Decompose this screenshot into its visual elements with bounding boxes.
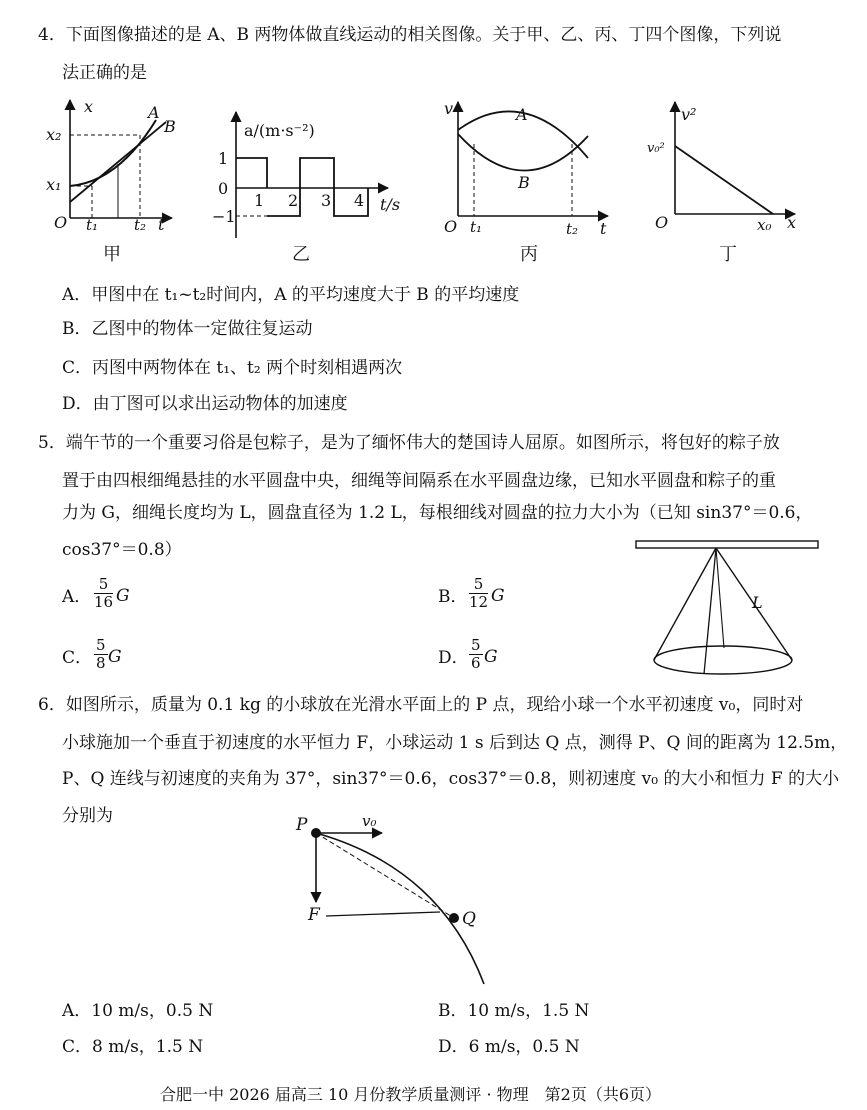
bing-curve-b xyxy=(458,134,588,171)
q4-option-c[interactable]: C．丙图中两物体在 t₁、t₂ 两个时刻相遇两次 xyxy=(62,358,403,378)
q6-v0-label: v₀ xyxy=(362,812,377,830)
q5-option-b[interactable] xyxy=(438,586,468,608)
q5-a-fraction xyxy=(94,576,113,611)
yi-y-label: a/(m·s⁻²) xyxy=(244,121,315,140)
page-footer: 合肥一中 2026 届高三 10 月份教学质量测评 · 物理 第2页（共6页） xyxy=(160,1085,662,1104)
q5-a-num: 5 xyxy=(94,576,113,594)
q6-line1: 6．如图所示，质量为 0.1 kg 的小球放在光滑水平面上的 P 点，现给小球一个水平初速度 v₀，同时对 xyxy=(38,695,804,715)
q4-option-b[interactable]: B．乙图中的物体一定做往复运动 xyxy=(62,319,313,339)
ding-caption: 丁 xyxy=(719,244,737,265)
q6-figure-trajectory xyxy=(290,808,510,988)
bing-b-label: B xyxy=(518,173,530,192)
ding-origin-label: O xyxy=(655,213,669,232)
bing-caption: 丙 xyxy=(520,244,538,265)
jia-a-label: A xyxy=(148,103,160,122)
q6-point-q xyxy=(449,913,459,923)
q5-b-unit: G xyxy=(491,586,505,606)
q5-d-letter: D． xyxy=(438,648,469,668)
bing-t2-label: t₂ xyxy=(566,220,579,238)
ding-x0-label: x₀ xyxy=(757,216,772,234)
q5-l-label: L xyxy=(752,593,763,612)
q5-b-den: 12 xyxy=(469,593,489,611)
yi-caption: 乙 xyxy=(292,244,310,265)
q6-option-a[interactable]: A．10 m/s，0.5 N xyxy=(62,1001,214,1021)
bing-a-label: A xyxy=(516,105,528,124)
q6-p-label: P xyxy=(296,815,308,835)
q6-trajectory xyxy=(316,833,484,984)
jia-t2-label: t₂ xyxy=(134,216,147,234)
yi-tick-2: 2 xyxy=(288,191,299,210)
jia-x1-label: x₁ xyxy=(46,175,62,194)
q6-option-c[interactable]: C．8 m/s，1.5 N xyxy=(62,1037,204,1057)
q6-line2: 小球施加一个垂直于初速度的水平恒力 F，小球运动 1 s 后到达 Q 点，测得 P、Q 间的距离为 12.5m， xyxy=(62,733,848,753)
q6-horizontal-line xyxy=(326,912,440,916)
jia-t1-label: t₁ xyxy=(86,216,99,234)
q6-pq-dash xyxy=(316,833,454,918)
yi-x-label: t/s xyxy=(380,195,401,214)
q4-figure-jia xyxy=(48,98,178,268)
q5-ceiling-bar xyxy=(636,541,818,548)
ding-y-label: v² xyxy=(681,105,697,124)
yi-tick-3: 3 xyxy=(321,191,332,210)
q5-c-unit: G xyxy=(108,647,122,667)
q4-figure-bing xyxy=(440,96,615,268)
q5-figure-cone xyxy=(632,536,822,686)
q5-a-letter: A． xyxy=(62,587,92,607)
q4-stem-line2: 法正确的是 xyxy=(62,63,147,83)
q5-line4: cos37°＝0.8） xyxy=(62,540,182,560)
yi-tick-1: 1 xyxy=(254,191,265,210)
q6-line3: P、Q 连线与初速度的夹角为 37°，sin37°＝0.6，cos37°＝0.8，则初速度 v₀ 的大小和恒力 F 的大小 xyxy=(62,769,840,789)
q5-rope-back xyxy=(716,548,724,648)
q5-option-a[interactable] xyxy=(62,586,91,608)
yi-pos-label: 1 xyxy=(218,149,229,168)
jia-origin-label: O xyxy=(54,213,68,232)
q5-line2: 置于由四根细绳悬挂的水平圆盘中央，细绳等间隔系在水平圆盘边缘，已知水平圆盘和粽子的重 xyxy=(62,471,776,491)
ding-v0sq-label: v₀² xyxy=(647,141,665,156)
q4-stem-line1: 4．下面图像描述的是 A、B 两物体做直线运动的相关图像。关于甲、乙、丙、丁四个图像，下列说 xyxy=(38,25,782,45)
yi-zero-label: 0 xyxy=(218,179,229,198)
bing-t1-label: t₁ xyxy=(470,218,483,236)
q5-c-num: 5 xyxy=(96,636,106,654)
q5-d-den: 6 xyxy=(471,654,481,672)
jia-curve-a xyxy=(70,120,156,186)
q6-line4: 分别为 xyxy=(62,806,113,826)
q5-line1: 5．端午节的一个重要习俗是包粽子，是为了缅怀伟大的楚国诗人屈原。如图所示，将包好的粽子放 xyxy=(38,433,780,453)
q5-d-unit: G xyxy=(484,647,498,667)
bing-x-label: t xyxy=(600,219,607,238)
bing-y-label: v xyxy=(444,99,454,118)
yi-neg-label: −1 xyxy=(212,207,236,226)
q5-c-fraction xyxy=(94,637,108,672)
jia-y-label: x xyxy=(84,97,94,116)
q6-q-label: Q xyxy=(462,909,476,929)
yi-segs xyxy=(267,158,368,216)
q5-option-c[interactable] xyxy=(62,647,92,669)
jia-x2-label: x₂ xyxy=(46,125,62,144)
jia-x-label: t xyxy=(158,215,165,234)
q6-f-label: F xyxy=(308,905,320,925)
q5-d-num: 5 xyxy=(471,636,481,654)
ding-line xyxy=(675,146,773,214)
q5-b-letter: B． xyxy=(438,587,468,607)
q5-disc xyxy=(654,646,792,674)
q6-option-b[interactable]: B．10 m/s，1.5 N xyxy=(438,1001,590,1021)
bing-origin-label: O xyxy=(444,217,458,236)
q5-a-den: 16 xyxy=(94,593,114,611)
ding-x-label: x xyxy=(787,213,797,232)
q4-figure-ding xyxy=(645,96,805,268)
q4-option-a[interactable]: A．甲图中在 t₁~t₂时间内，A 的平均速度大于 B 的平均速度 xyxy=(62,285,520,305)
q6-option-d[interactable]: D．6 m/s，0.5 N xyxy=(438,1037,580,1057)
yi-tick-4: 4 xyxy=(354,191,365,210)
q5-b-num: 5 xyxy=(469,576,488,594)
jia-b-label: B xyxy=(164,117,176,136)
q5-a-unit: G xyxy=(116,586,130,606)
q5-c-den: 8 xyxy=(96,654,106,672)
q5-line3: 力为 G，细绳长度均为 L，圆盘直径为 1.2 L，每根细线对圆盘的拉力大小为（已知 sin37°＝0.6， xyxy=(62,503,813,523)
q5-option-d[interactable] xyxy=(438,647,469,669)
q5-c-letter: C． xyxy=(62,648,93,668)
q5-d-fraction xyxy=(469,637,483,672)
yi-seg1 xyxy=(236,158,267,188)
q4-option-d[interactable]: D．由丁图可以求出运动物体的加速度 xyxy=(62,394,348,414)
q5-b-fraction xyxy=(469,576,488,611)
q4-figure-yi xyxy=(212,106,412,270)
jia-caption: 甲 xyxy=(103,244,121,265)
